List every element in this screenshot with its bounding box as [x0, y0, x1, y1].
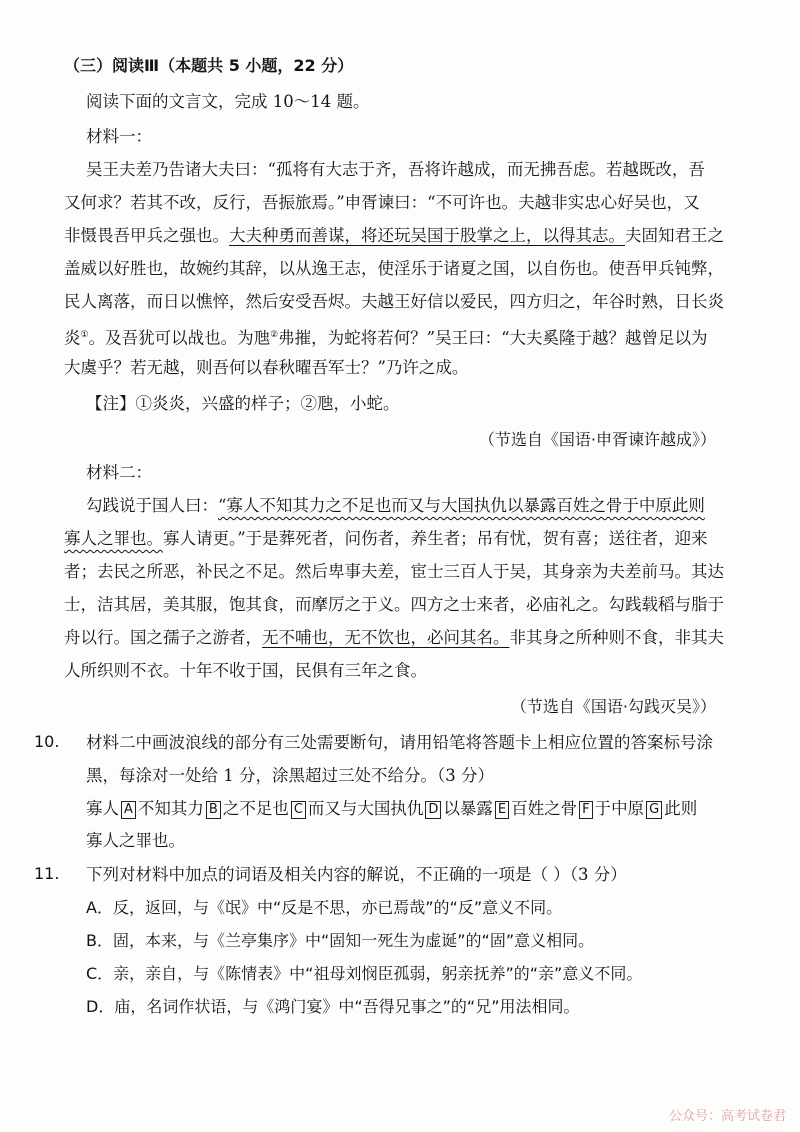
q10-segment: 之不足也 — [222, 799, 289, 818]
material1-text: 。及吾犹可以战也。为虺 — [88, 328, 271, 348]
material2-text: 寡人请更。”于是葬死者，问伤者，养生者；吊有忧，贺有喜；送往者，迎来 — [163, 529, 708, 548]
material2-line-6: 人所织则不衣。十年不收于国，民俱有三年之食。 — [64, 661, 427, 680]
material2-source: （节选自《国语·勾践灭吴》） — [510, 697, 716, 716]
material2-line-3: 者；去民之所恶，补民之不足。然后卑事夫差，宦士三百人于吴，其身亲为夫差前马。其达 — [64, 562, 724, 581]
material1-text: 弗摧，为蛇将若何？”吴王曰：“大夫奚隆于越？越曾足以为 — [278, 328, 708, 348]
q10-answer-box-d[interactable]: D — [425, 801, 441, 819]
material2-line-5 — [64, 627, 724, 649]
q10-answer-box-g[interactable]: G — [646, 801, 662, 819]
material2-line-2 — [64, 528, 708, 550]
q10-segment: 于中原 — [594, 799, 645, 818]
q10-answer-box-c[interactable]: C — [291, 801, 306, 819]
q10-segment: 百姓之骨 — [511, 799, 578, 818]
q11-option-d[interactable]: D．庙，名词作状语，与《鸿门宴》中“吾得兄事之”的“兄”用法相同。 — [86, 997, 580, 1016]
material1-note: 【注】①炎炎，兴盛的样子；②虺，小蛇。 — [86, 394, 400, 413]
q11-option-a[interactable]: A．反，返回，与《氓》中“反是不思，亦已焉哉”的“反”意义不同。 — [86, 898, 563, 917]
material1-underlined-sentence: 大夫种勇而善谋，将还玩吴国于股掌之上，以得其志。 — [229, 226, 625, 245]
footnote-marker-2: ② — [270, 330, 279, 340]
material1-line-4: 盖威以好胜也，故婉约其辞，以从逸王志，使淫乐于诸夏之国，以自伤也。使吾甲兵钝弊， — [64, 259, 724, 278]
material2-wavy-passage-end: 寡人之罪也。 — [64, 529, 163, 548]
section-instruction: 阅读下面的文言文，完成 10～14 题。 — [86, 92, 370, 111]
material2-text: 非其身之所种则不食，非其夫 — [509, 628, 724, 647]
q10-segment: 寡人 — [86, 799, 119, 818]
q10-answer-box-e[interactable]: E — [495, 801, 509, 819]
material1-line-6 — [64, 324, 708, 350]
material1-line-1: 吴王夫差乃告诸大夫曰：“孤将有大志于齐，吾将许越成，而无拂吾虑。若越既改，吾 — [86, 160, 705, 179]
watermark: 公众号：高考试卷君 — [668, 1109, 786, 1124]
material1-line-2: 又何求？若其不改，反行，吾振旅焉。”申胥谏曰：“不可许也。夫越非实忠心好吴也，又 — [64, 193, 700, 212]
q10-segment: 而又与大国执仇 — [307, 799, 424, 818]
q11-option-b[interactable]: B．固，本来，与《兰亭集序》中“固知一死生为虚诞”的“固”意义相同。 — [86, 931, 595, 950]
q11-number: 11. — [34, 864, 60, 883]
material2-underlined-sentence: 无不哺也，无不饮也，必问其名。 — [262, 628, 510, 647]
section-heading: （三）阅读Ⅲ（本题共 5 小题，22 分） — [64, 56, 354, 75]
material2-line-4: 士，洁其居，美其服，饱其食，而摩厉之于义。四方之士来者，必庙礼之。勾践载稻与脂于 — [64, 595, 724, 614]
q10-answer-box-f[interactable]: F — [579, 801, 592, 819]
q10-segment: 以暴露 — [443, 799, 493, 818]
material2-text: 勾践说于国人曰： — [86, 496, 218, 515]
q11-stem: 下列对材料中加点的词语及相关内容的解说，不正确的一项是（ ）（3 分） — [86, 865, 627, 884]
material1-line-5: 民人离落，而日以憔悴，然后安受吾烬。夫越王好信以爱民，四方归之，年谷时熟，日长炎 — [64, 292, 724, 311]
q11-option-c[interactable]: C．亲，亲自，与《陈情表》中“祖母刘悯臣孤弱，躬亲抚养”的“亲”意义不同。 — [86, 964, 643, 983]
material2-label: 材料二： — [86, 463, 152, 482]
material2-wavy-passage: “寡人不知其力之不足也而又与大国执仇以暴露百姓之骨于中原此则 — [218, 496, 705, 515]
material1-line-7: 大虞乎？若无越，则吾何以春秋曜吾军士？”乃许之成。 — [64, 358, 469, 377]
q10-number: 10. — [34, 732, 60, 751]
material1-label: 材料一： — [86, 127, 152, 146]
q10-answer-box-b[interactable]: B — [206, 801, 221, 819]
q10-answer-row — [86, 798, 697, 820]
q10-text-line-1: 材料二中画波浪线的部分有三处需要断句，请用铅笔将答题卡上相应位置的答案标号涂 — [86, 733, 713, 752]
q10-answer-box-a[interactable]: A — [121, 801, 136, 819]
material1-line-3 — [64, 225, 724, 247]
material2-line-1 — [86, 495, 705, 517]
q10-tail: 寡人之罪也。 — [86, 831, 185, 850]
q10-segment: 不知其力 — [137, 799, 204, 818]
q10-segment: 此则 — [664, 799, 698, 818]
material1-line-3-a: 非慑畏吾甲兵之强也。 — [64, 226, 229, 245]
footnote-marker-1: ① — [80, 330, 89, 340]
q10-text-line-2: 黑，每涂对一处给 1 分，涂黑超过三处不给分。（3 分） — [86, 766, 494, 785]
material1-line-3-b: 夫固知君王之 — [625, 226, 724, 245]
material1-text: 炎 — [64, 328, 81, 348]
material1-source: （节选自《国语·申胥谏许越成》） — [478, 430, 716, 449]
material2-text: 舟以行。国之孺子之游者， — [64, 628, 262, 647]
